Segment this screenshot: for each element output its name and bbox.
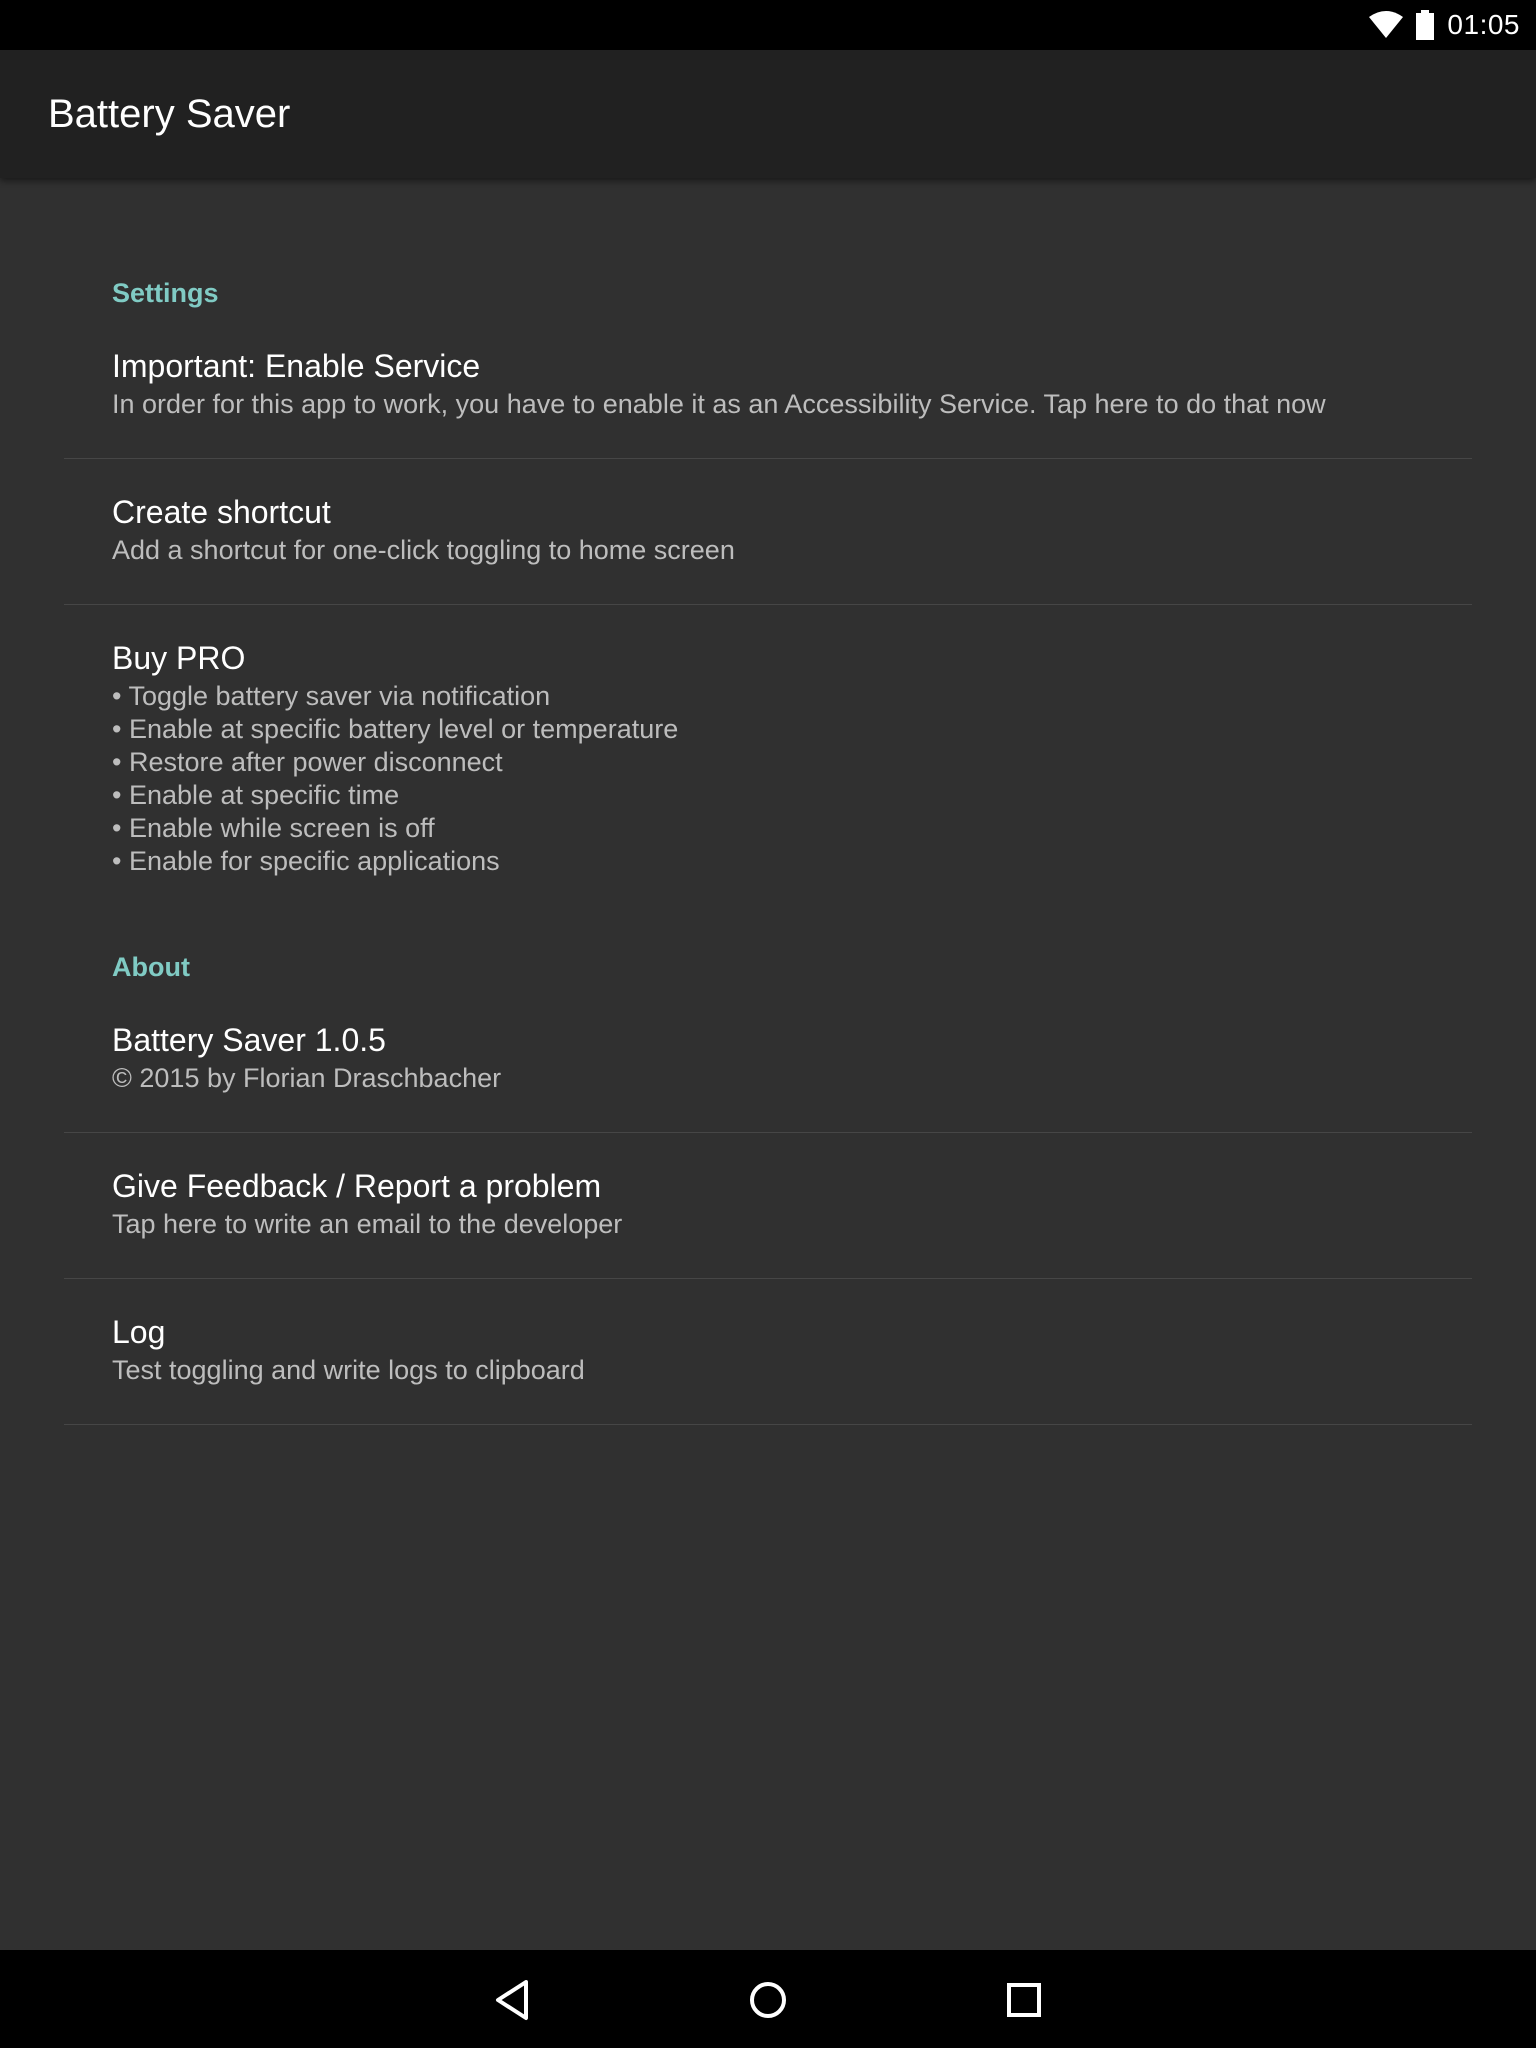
- pro-feature-item: • Enable at specific battery level or temperature: [112, 714, 679, 744]
- status-time: 01:05: [1447, 9, 1520, 40]
- preference-title: Log: [112, 1314, 166, 1350]
- about-category-header: About: [112, 952, 190, 982]
- home-icon[interactable]: [738, 1970, 798, 2030]
- recents-icon[interactable]: [994, 1970, 1054, 2030]
- create-shortcut-preference[interactable]: [64, 492, 1472, 567]
- app-bar: [0, 50, 1536, 178]
- status-bar: [0, 0, 1536, 50]
- settings-category-header: Settings: [112, 278, 219, 308]
- preference-title: Important: Enable Service: [112, 348, 481, 384]
- preference-title: Create shortcut: [112, 494, 331, 530]
- divider: [64, 458, 1472, 459]
- preference-title: Battery Saver 1.0.5: [112, 1022, 386, 1058]
- wifi-icon: [1369, 11, 1403, 39]
- pro-feature-item: • Enable while screen is off: [112, 813, 435, 843]
- preference-summary: In order for this app to work, you have to enable it as an Accessibility Service. Tap here to do that now: [112, 389, 1326, 419]
- version-preference[interactable]: [64, 1020, 1472, 1095]
- preferences-list[interactable]: [0, 178, 1536, 1950]
- preference-summary: Tap here to write an email to the developer: [112, 1209, 623, 1239]
- buy-pro-preference[interactable]: [64, 638, 1472, 878]
- pro-feature-item: • Restore after power disconnect: [112, 747, 503, 777]
- divider: [64, 1424, 1472, 1425]
- feedback-preference[interactable]: [64, 1166, 1472, 1241]
- preference-title: Buy PRO: [112, 640, 246, 676]
- navigation-bar: [0, 1950, 1536, 2048]
- pro-feature-item: • Enable at specific time: [112, 780, 400, 810]
- pro-feature-item: • Enable for specific applications: [112, 846, 500, 876]
- log-preference[interactable]: [64, 1312, 1472, 1387]
- divider: [64, 1278, 1472, 1279]
- preference-summary: © 2015 by Florian Draschbacher: [112, 1063, 502, 1093]
- preference-summary: Test toggling and write logs to clipboard: [112, 1355, 585, 1385]
- enable-service-preference[interactable]: [64, 346, 1472, 421]
- pro-feature-item: • Toggle battery saver via notification: [112, 681, 551, 711]
- preference-title: Give Feedback / Report a problem: [112, 1168, 602, 1204]
- divider: [64, 604, 1472, 605]
- battery-icon: [1415, 10, 1435, 40]
- app-title: Battery Saver: [48, 91, 291, 136]
- preference-summary: Add a shortcut for one-click toggling to home screen: [112, 535, 735, 565]
- back-icon[interactable]: [482, 1970, 542, 2030]
- pro-features-list: [112, 680, 1472, 878]
- divider: [64, 1132, 1472, 1133]
